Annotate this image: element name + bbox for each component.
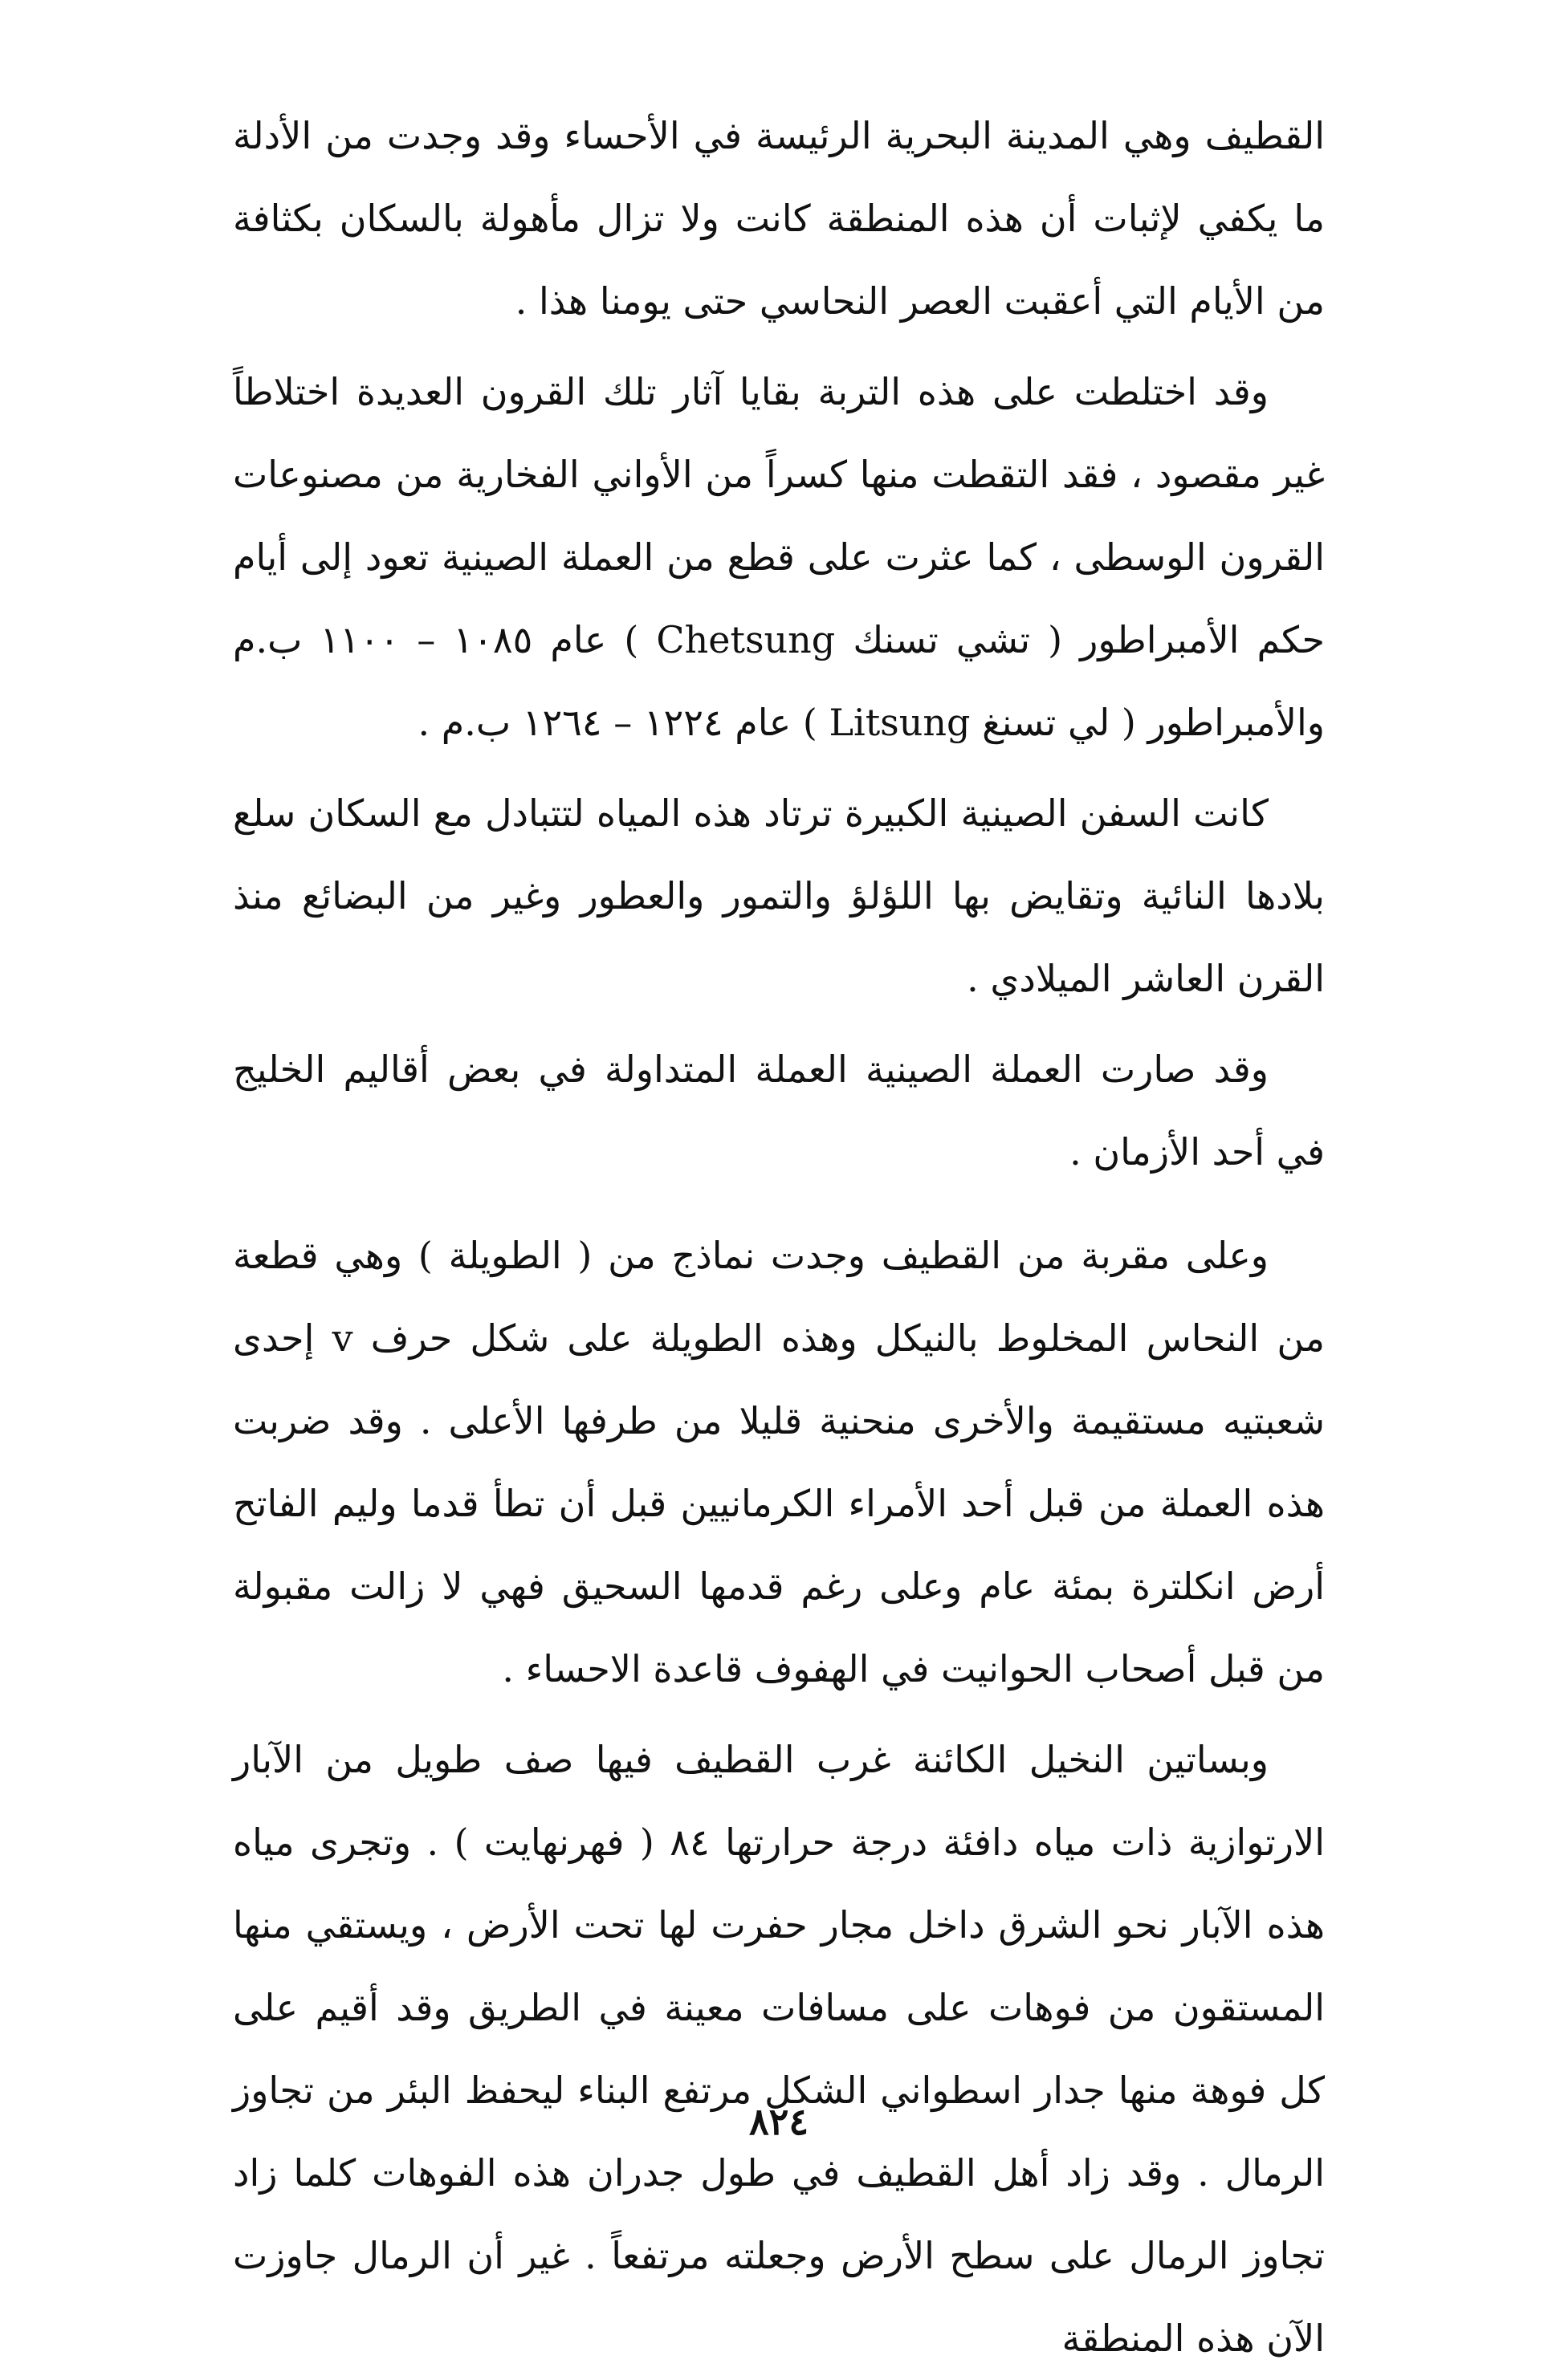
book-page <box>233 95 1325 2360</box>
page-number: ٨٢٤ <box>748 2100 809 2143</box>
paragraph-qatif-intro: القطيف وهي المدينة البحرية الرئيسة في الأحساء وقد وجدت من الأدلة ما يكفي لإثبات أن هذه المنطقة كانت ولا تزال مأهولة بالسكان بكثافة من الأيام التي أعقبت العصر النحاسي حتى يومنا هذا . <box>233 114 1325 323</box>
paragraph-chinese-ships: كانت السفن الصينية الكبيرة ترتاد هذه المياه لتتبادل مع السكان سلع بلادها النائية وتقايض بها اللؤلؤ والتمور والعطور وغير من البضائع منذ القرن العاشر الميلادي . <box>233 791 1325 1000</box>
paragraph-tawila-coin: وعلى مقربة من القطيف وجدت نماذج من ( الطويلة ) وهي قطعة من النحاس المخلوط بالنيكل وهذه الطويلة على شكل حرف v إحدى شعبتيه مستقيمة والأخرى منحنية قليلا من طرفها الأعلى . وقد ضربت هذه العملة من قبل أحد الأمراء الكرمانيين قبل أن تطأ قدما وليم الفاتح أرض انكلترة بمئة عام وعلى رغم قدمها السحيق فهي لا زالت مقبولة من قبل أصحاب الحوانيت في الهفوف قاعدة الاحساء . <box>233 1234 1325 1690</box>
paragraph-artesian-wells: وبساتين النخيل الكائنة غرب القطيف فيها صف طويل من الآبار الارتوازية ذات مياه دافئة درجة حرارتها ٨٤ ( فهرنهايت ) . وتجرى مياه هذه الآبار نحو الشرق داخل مجار حفرت لها تحت الأرض ، ويستقي منها المستقون من فوهات على مسافات معينة في الطريق وقد أقيم على كل فوهة منها جدار اسطواني الشكل مرتفع البناء ليحفظ البئر من تجاوز الرمال . وقد زاد أهل القطيف في طول جدران هذه الفوهات كلما زاد تجاوز الرمال على سطح الأرض وجعلته مرتفعاً . غير أن الرمال جاوزت الآن هذه المنطقة <box>233 1738 1325 2360</box>
paragraph-chinese-currency: وقد صارت العملة الصينية العملة المتداولة في بعض أقاليم الخليج في أحد الأزمان . <box>233 1048 1325 1174</box>
paragraph-chinese-coins: وقد اختلطت على هذه التربة بقايا آثار تلك القرون العديدة اختلاطاً غير مقصود ، فقد التقطت منها كسراً من الأواني الفخارية من مصنوعات القرون الوسطى ، كما عثرت على قطع من العملة الصينية تعود إلى أيام حكم الأمبراطور ( تشي تسنك Chetsung ) عام ١٠٨٥ – ١١٠٠ ب.م والأمبراطور ( لي تسنغ Litsung ) عام ١٢٢٤ – ١٢٦٤ ب.م . <box>233 370 1325 744</box>
